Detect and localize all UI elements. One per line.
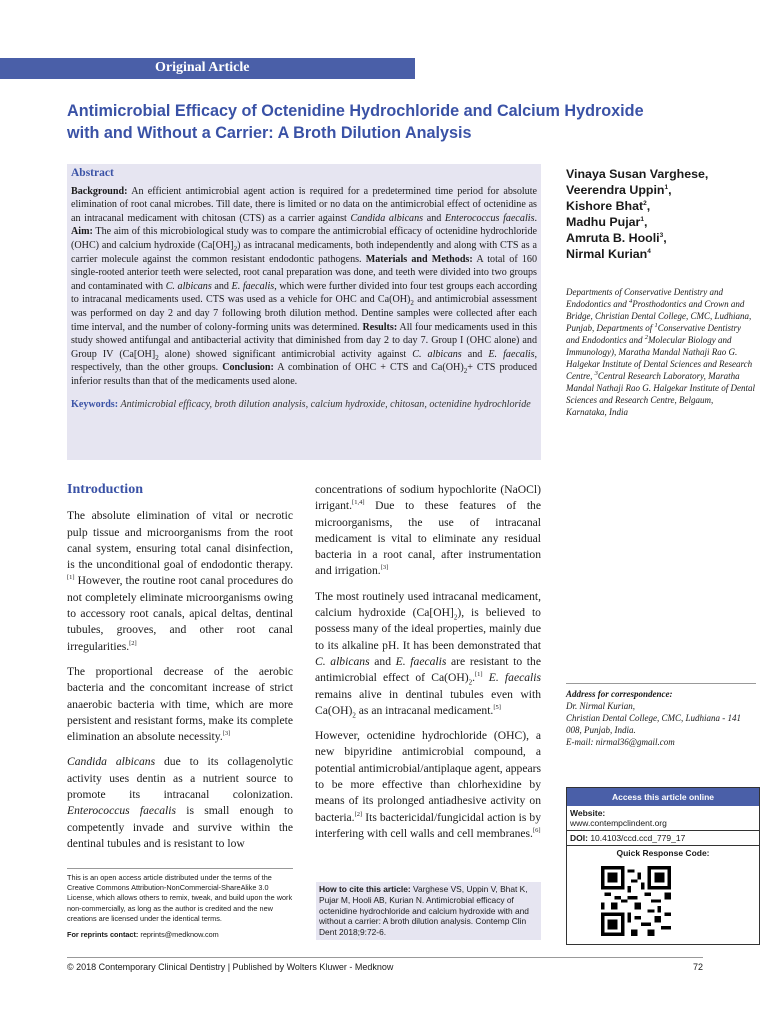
citation-link[interactable]: [1] [67, 574, 75, 582]
page-number: 72 [692, 962, 703, 972]
access-heading: Access this article online [567, 788, 759, 806]
paragraph: Candida albicans due to its collagenolytic activity uses dentin as a nutrient source to promote its intracanal colonization. Enterococcus faecalis is small enough to competently invade and survive within the dentinal tubules and is resistant to low [67, 755, 294, 850]
citation-link[interactable]: [1,4] [352, 499, 365, 507]
paragraph: The proportional decrease of the aerobic bacteria and the concomitant increase of strict anaerobic bacteria with time, which are more persistent and resistant forms, make its complete elimination an absolute necessity.[3] [67, 664, 293, 744]
article-type-banner [0, 58, 415, 79]
qr-label: Quick Response Code: [616, 848, 710, 858]
affiliations: Departments of Conservative Dentistry and Endodontics and $^4$Prosthodontics and Crown and Bridge, Christian Dental College, CMC, Ludhiana, Punjab, Departments of $^1$Conservative Dentistry and Endodontics and $^2$Molecular Biology and Immunology), Maratha Mandal Nathaji Rao G. Halgekar Institute of Dental Sciences and Research Centre, $^3$Central Research Laboratory, Maratha Mandal Nathaji Rao G. Halgekar Institute of Dental Sciences and Research Centre, Belgaum, Karnataka, India [566, 287, 755, 417]
citation-link[interactable]: [3] [222, 730, 231, 738]
doi-row: DOI: 10.4103/ccd.ccd_779_17 [567, 831, 759, 846]
correspondence: Address for correspondence: Dr. Nirmal Kurian, Christian Dental College, CMC, Ludhiana - 141 008, Punjab, India. E-mail: nirmal36@gmail.com [566, 688, 756, 748]
email-link[interactable]: E-mail: nirmal36@gmail.com [566, 737, 675, 747]
footer-text: © 2018 Contemporary Clinical Dentistry | Published by Wolters Kluwer - Medknow [67, 962, 394, 972]
access-online-box [566, 787, 760, 945]
body-column-1 [67, 482, 293, 861]
doi-link[interactable]: 10.4103/ccd.ccd_779_17 [590, 833, 686, 843]
paragraph: However, octenidine hydrochloride (OHC), a new bipyridine antimicrobial compound, a potential antimicrobial/antiplaque agent, appears to be more effective than chlorhexidine by means of its prolonged antiadhesive activity on bacteria.[2] Its bactericidal/fungicidal action is by interfering with cell walls and cell membranes.[6] [315, 729, 541, 840]
citation-link[interactable]: [3] [380, 564, 389, 572]
author-list: Vinaya Susan Varghese, Veerendra Uppin$^1$, Kishore Bhat$^2$, Madhu Pujar$^1$, Amruta B. Hooli$^3$, Nirmal Kurian$^4$ [566, 167, 709, 261]
license-note: This is an open access article distributed under the terms of the Creative Commons Attribution-NonCommercial-ShareAlike 3.0 License, which allows others to remix, tweak, and build upon the work non-commercially, as long as the author is credited and the new creations are licensed under the identical terms. For reprints contact: reprints@medknow.com [67, 873, 293, 940]
article-type: Original Article [155, 60, 250, 75]
reprints-email-link[interactable]: reprints@medknow.com [138, 930, 219, 940]
citation-link[interactable]: [5] [493, 704, 501, 711]
abstract-box [67, 164, 541, 460]
footer-divider [67, 957, 703, 958]
abstract-text: Background: An efficient antimicrobial agent action is required for a predetermined time period for absolute elimination of root canal microbes. Till date, there is limited or no data on the antimicrobial effect of octenidine as an intracanal medicament with chitosan (CTS) as a carrier against Candida albicans and Enterococcus faecalis. Aim: The aim of this microbiological study was to compare the antimicrobial efficacy of octenidine hydrochloride (OHC) and calcium hydroxide $(Ca[OH]_2)$ as intracanal medicaments, both independently and along with CTS as a carrier molecule against the common resistant endodontic pathogens. Materials and Methods: A total of 160 single-rooted anterior teeth were selected, root canal preparation was done, and teeth were divided into two groups and contaminated with C. albicans and E. faecalis, which were further divided into four test groups each according to intracanal medicaments used. CTS was used as a vehicle for OHC and $Ca(OH)_2$ and antimicrobial assessment was performed on day 2 and day 7 following broth dilution method. Dentine samples were collected after each time interval, and the number of colony-forming units was determined. Results: All four medicaments used in this study showed antifungal and antibacterial activity that diminished from day 2 to day 7. Group I (OHC alone) and Group IV ($Ca[OH]_2$ alone) showed significant antimicrobial activity against C. albicans and E. faecalis, respectively, than the other groups. Conclusion: A combination of OHC + CTS and $Ca(OH)_2+$ CTS produced inferior results than that of the medicaments used alone. [71, 185, 538, 387]
body-column-2 [315, 482, 541, 851]
citation-box: How to cite this article: Varghese VS, Uppin V, Bhat K, Pujar M, Hooli AB, Kurian N. Antimicrobial efficacy of octenidine hydrochloride and calcium hydroxide with and without a carrier: A broth dilution analysis. Contemp Clin Dent 2018;9:72-6. [316, 882, 541, 940]
keywords: Keywords: Antimicrobial efficacy, broth dilution analysis, calcium hydroxide, chitosan, octenidine hydrochloride [71, 398, 531, 410]
article-title: Antimicrobial Efficacy of Octenidine Hydrochloride and Calcium Hydroxide with and Without a Carrier: A Broth Dilution Analysis [67, 102, 644, 142]
paragraph: The most routinely used intracanal medicament, calcium hydroxide $(Ca[OH]_2)$, is believed to possess many of the ideal properties, mainly due to its alkaline pH. It has been demonstrated that C. albicans and E. faecalis are resistant to the antimicrobial effect of $Ca(OH)_2.[1]$ E. faecalis remains alive in dentinal tubules even with $Ca(OH)_2$ as an intracanal medicament.[5] [315, 589, 541, 720]
divider [566, 683, 756, 684]
paragraph: The absolute elimination of vital or necrotic pulp tissue and microorganisms from the root canal system, ensuring total canal disinfection, is the unconditional goal of endodontic therapy.[1] However, the routine root canal procedures do not completely eliminate microorganisms owing to accessory root canals, apical deltas, dentinal tubules, grooves, and other root canal irregularities.[2] [67, 509, 293, 653]
website-link[interactable]: www.contempclindent.org [570, 818, 667, 828]
page-footer [67, 962, 703, 972]
citation-link[interactable]: [2] [129, 639, 137, 647]
citation-link[interactable]: [1] [474, 671, 483, 679]
divider [67, 868, 293, 869]
paragraph: concentrations of sodium hypochlorite (NaOCl) irrigant.[1,4] Due to these features of the microorganisms, the use of intracanal medicament is vital to eliminate any residual bacteria in a root canal, after instrumentation and irrigation.[3] [315, 483, 541, 578]
citation-link[interactable]: [2] [354, 810, 363, 818]
citation-link[interactable]: [6] [532, 827, 541, 835]
website-row: Website: www.contempclindent.org [567, 806, 759, 831]
section-heading: Introduction [67, 482, 143, 497]
abstract-heading: Abstract [71, 167, 114, 179]
qr-code-icon[interactable] [601, 866, 671, 936]
